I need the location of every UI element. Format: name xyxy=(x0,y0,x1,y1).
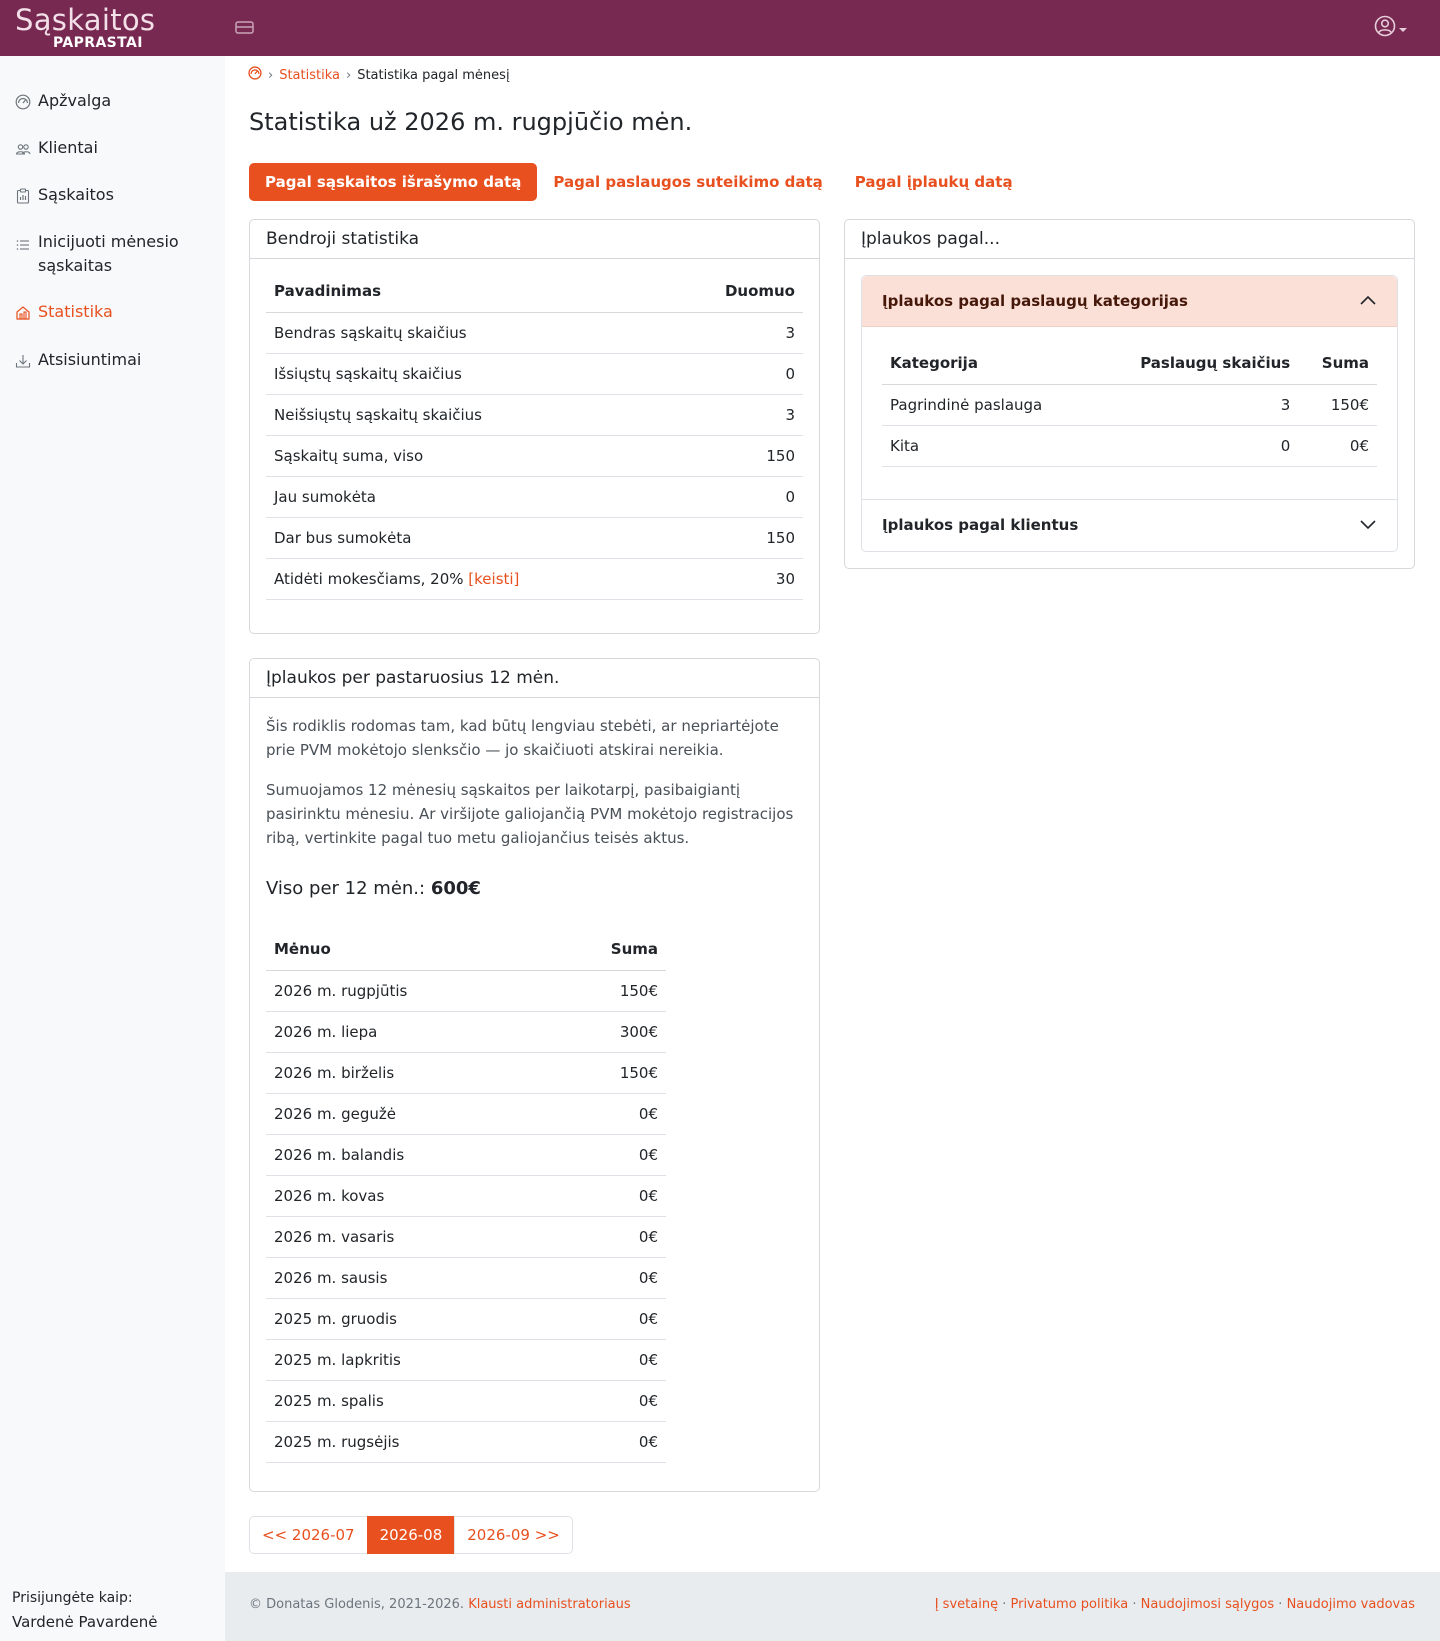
column-header: Mėnuo xyxy=(266,929,547,970)
table-header-row xyxy=(882,343,1377,384)
footer-separator: · xyxy=(1278,1597,1283,1612)
footer xyxy=(0,1572,1440,1641)
monthly-table xyxy=(266,929,666,1463)
footer-link-terms[interactable]: Naudojimosi sąlygos xyxy=(1140,1597,1275,1612)
table-row xyxy=(266,1134,666,1175)
last-12-months-card xyxy=(249,658,820,1492)
info-paragraph: Šis rodiklis rodomas tam, kad būtų lengviau stebėti, ar nepriartėjote prie PVM mokėtojo slenksčio — jo skaičiuoti atskirai nereikia. xyxy=(266,717,779,759)
category-count: 3 xyxy=(1091,384,1298,425)
page-title: Statistika už 2026 m. rugpjūčio mėn. xyxy=(249,108,693,136)
table-header-row xyxy=(266,929,666,970)
breadcrumb-link-statistics[interactable]: Statistika xyxy=(279,67,340,83)
column-header: Paslaugų skaičius xyxy=(1091,343,1298,384)
table-row xyxy=(266,1339,666,1380)
month-name: 2026 m. kovas xyxy=(266,1175,547,1216)
total-label: Viso per 12 mėn.: xyxy=(266,878,426,899)
month-sum: 0€ xyxy=(547,1093,666,1134)
caret-down-icon xyxy=(1399,19,1407,37)
stat-name: Jau sumokėta xyxy=(266,476,670,517)
user-circle-icon xyxy=(1374,15,1396,41)
sidebar-item-label: Sąskaitos xyxy=(38,185,114,204)
table-row xyxy=(266,312,803,353)
piggy-bank-icon xyxy=(15,304,31,320)
stat-name: Sąskaitų suma, viso xyxy=(266,435,670,476)
accordion-categories xyxy=(861,275,1398,500)
month-name: 2025 m. spalis xyxy=(266,1380,547,1421)
table-row xyxy=(882,425,1377,466)
month-name: 2026 m. balandis xyxy=(266,1134,547,1175)
footer-link-privacy[interactable]: Privatumo politika xyxy=(1010,1597,1129,1612)
month-name: 2026 m. vasaris xyxy=(266,1216,547,1257)
stat-name: Išsiųstų sąskaitų skaičius xyxy=(266,353,670,394)
sidebar-item-label: Atsisiuntimai xyxy=(38,350,142,369)
user-menu-button[interactable] xyxy=(1374,16,1410,40)
month-sum: 0€ xyxy=(547,1216,666,1257)
categories-table xyxy=(882,343,1377,467)
month-name: 2026 m. birželis xyxy=(266,1052,547,1093)
previous-month-button[interactable]: << 2026-07 xyxy=(249,1516,368,1554)
tab-by-payment-date[interactable]: Pagal įplaukų datą xyxy=(854,173,1013,191)
stat-name-cell xyxy=(266,558,670,599)
stat-value: 30 xyxy=(670,558,803,599)
stat-value: 150 xyxy=(670,517,803,558)
ask-admin-link[interactable]: Klausti administratoriaus xyxy=(468,1597,631,1612)
month-sum: 150€ xyxy=(547,970,666,1011)
stat-name: Bendras sąskaitų skaičius xyxy=(266,312,670,353)
table-row xyxy=(266,970,666,1011)
speedometer-icon xyxy=(15,93,31,109)
footer-separator: · xyxy=(1002,1597,1007,1612)
month-sum: 0€ xyxy=(547,1134,666,1175)
download-icon xyxy=(15,352,31,368)
table-row xyxy=(882,384,1377,425)
category-name: Kita xyxy=(882,425,1091,466)
month-name: 2026 m. rugpjūtis xyxy=(266,970,547,1011)
sidebar-item-statistics[interactable] xyxy=(0,300,225,324)
current-month-button[interactable]: 2026-08 xyxy=(367,1516,456,1554)
month-sum: 0€ xyxy=(547,1257,666,1298)
logo-text-sub: PAPRASTAI xyxy=(53,35,143,51)
accordion-title: Įplaukos pagal paslaugų kategorijas xyxy=(882,292,1188,310)
table-row xyxy=(266,558,803,599)
copyright xyxy=(249,1597,631,1612)
people-icon xyxy=(15,140,31,156)
sidebar-item-label: Klientai xyxy=(38,138,98,157)
category-count: 0 xyxy=(1091,425,1298,466)
footer-separator: · xyxy=(1132,1597,1137,1612)
footer-link-guide[interactable]: Naudojimo vadovas xyxy=(1286,1597,1415,1612)
stat-value: 0 xyxy=(670,353,803,394)
table-row xyxy=(266,353,803,394)
chevron-down-icon xyxy=(1359,516,1377,534)
top-navbar xyxy=(0,0,1440,56)
sidebar-item-label: Apžvalga xyxy=(38,91,112,110)
logo-text-main: Sąskaitos xyxy=(15,3,156,37)
table-row xyxy=(266,517,803,558)
card-title: Bendroji statistika xyxy=(250,220,819,259)
total-12-months xyxy=(266,878,803,899)
stat-value: 3 xyxy=(670,394,803,435)
column-header: Duomuo xyxy=(670,271,803,312)
table-row xyxy=(266,1257,666,1298)
month-name: 2026 m. gegužė xyxy=(266,1093,547,1134)
stat-value: 150 xyxy=(670,435,803,476)
month-sum: 0€ xyxy=(547,1421,666,1462)
table-row xyxy=(266,1421,666,1462)
list-icon xyxy=(15,236,31,252)
category-sum: 0€ xyxy=(1298,425,1377,466)
breadcrumb-current: Statistika pagal mėnesį xyxy=(357,67,510,83)
next-month-button[interactable]: 2026-09 >> xyxy=(454,1516,573,1554)
card-title: Įplaukos per pastaruosius 12 mėn. xyxy=(250,659,819,698)
sidebar-item-invoices[interactable] xyxy=(0,183,225,207)
month-name: 2026 m. liepa xyxy=(266,1011,547,1052)
logged-in-user xyxy=(0,1572,225,1641)
accordion-header-categories[interactable] xyxy=(862,276,1397,327)
general-stats-table xyxy=(266,271,803,600)
stat-name: Neišsiųstų sąskaitų skaičius xyxy=(266,394,670,435)
month-sum: 150€ xyxy=(547,1052,666,1093)
date-mode-tabs xyxy=(249,163,1029,201)
speedometer-icon[interactable] xyxy=(248,66,262,84)
table-row xyxy=(266,1380,666,1421)
breadcrumb xyxy=(248,66,510,84)
table-row xyxy=(266,476,803,517)
chevron-up-icon xyxy=(1359,292,1377,310)
month-name: 2026 m. sausis xyxy=(266,1257,547,1298)
table-row xyxy=(266,1011,666,1052)
table-row xyxy=(266,1298,666,1339)
month-name: 2025 m. lapkritis xyxy=(266,1339,547,1380)
column-header: Suma xyxy=(1298,343,1377,384)
month-sum: 300€ xyxy=(547,1011,666,1052)
stat-value: 3 xyxy=(670,312,803,353)
table-row xyxy=(266,435,803,476)
month-sum: 0€ xyxy=(547,1175,666,1216)
table-row xyxy=(266,1216,666,1257)
app-logo[interactable] xyxy=(15,3,156,51)
accordion-header-clients[interactable] xyxy=(862,500,1397,551)
info-paragraph: Sumuojamos 12 mėnesių sąskaitos per laikotarpį, pasibaigiantį pasirinktu mėnesiu. Ar viršijote galiojančią PVM mokėtojo registracijos ribą, vertinkite pagal tuo metu galiojančius teisės aktus. xyxy=(266,781,794,847)
month-name: 2025 m. rugsėjis xyxy=(266,1421,547,1462)
sidebar-item-initiate-monthly[interactable] xyxy=(0,230,200,278)
table-row xyxy=(266,1093,666,1134)
general-stats-card xyxy=(249,219,820,634)
accordion-clients xyxy=(861,500,1398,552)
month-sum: 0€ xyxy=(547,1298,666,1339)
tab-by-issue-date[interactable]: Pagal sąskaitos išrašymo datą xyxy=(249,163,537,201)
month-name: 2025 m. gruodis xyxy=(266,1298,547,1339)
breadcrumb-separator: › xyxy=(268,67,274,83)
breadcrumb-separator: › xyxy=(345,67,352,83)
card-title: Įplaukos pagal... xyxy=(845,220,1414,259)
sidebar-item-label: Inicijuoti mėnesio sąskaitas xyxy=(38,232,179,275)
sidebar-item-clients[interactable] xyxy=(0,136,225,160)
category-sum: 150€ xyxy=(1298,384,1377,425)
column-header: Pavadinimas xyxy=(266,271,670,312)
sidebar-item-overview[interactable] xyxy=(0,89,225,113)
footer-link-website[interactable]: Į svetainę xyxy=(934,1597,999,1612)
stat-name: Atidėti mokesčiams, 20% xyxy=(274,569,464,588)
table-header-row xyxy=(266,271,803,312)
sidebar-item-downloads[interactable] xyxy=(0,348,225,372)
copyright-text: © Donatas Glodenis, 2021-2026. xyxy=(249,1597,465,1612)
table-row xyxy=(266,1052,666,1093)
column-header: Suma xyxy=(547,929,666,970)
accordion-body-categories xyxy=(862,327,1397,499)
income-by-card xyxy=(844,219,1415,569)
month-sum: 0€ xyxy=(547,1339,666,1380)
logged-in-name: Vardenė Pavardenė xyxy=(12,1613,158,1631)
category-name: Pagrindinė paslauga xyxy=(882,384,1091,425)
total-value: 600€ xyxy=(430,878,481,899)
sidebar-toggle-icon[interactable] xyxy=(234,18,256,38)
change-tax-rate-link[interactable]: [keisti] xyxy=(468,569,520,588)
month-sum: 0€ xyxy=(547,1380,666,1421)
column-header: Kategorija xyxy=(882,343,1091,384)
accordion-title: Įplaukos pagal klientus xyxy=(882,516,1079,534)
stat-name: Dar bus sumokėta xyxy=(266,517,670,558)
logged-in-label: Prisijungėte kaip: xyxy=(12,1590,133,1606)
footer-links xyxy=(935,1597,1415,1612)
table-row xyxy=(266,394,803,435)
sidebar xyxy=(0,56,225,1572)
stat-value: 0 xyxy=(670,476,803,517)
table-row xyxy=(266,1175,666,1216)
tab-by-service-date[interactable]: Pagal paslaugos suteikimo datą xyxy=(553,173,823,191)
sidebar-item-label: Statistika xyxy=(38,302,113,321)
month-pagination xyxy=(249,1516,573,1554)
clipboard-data-icon xyxy=(15,187,31,203)
